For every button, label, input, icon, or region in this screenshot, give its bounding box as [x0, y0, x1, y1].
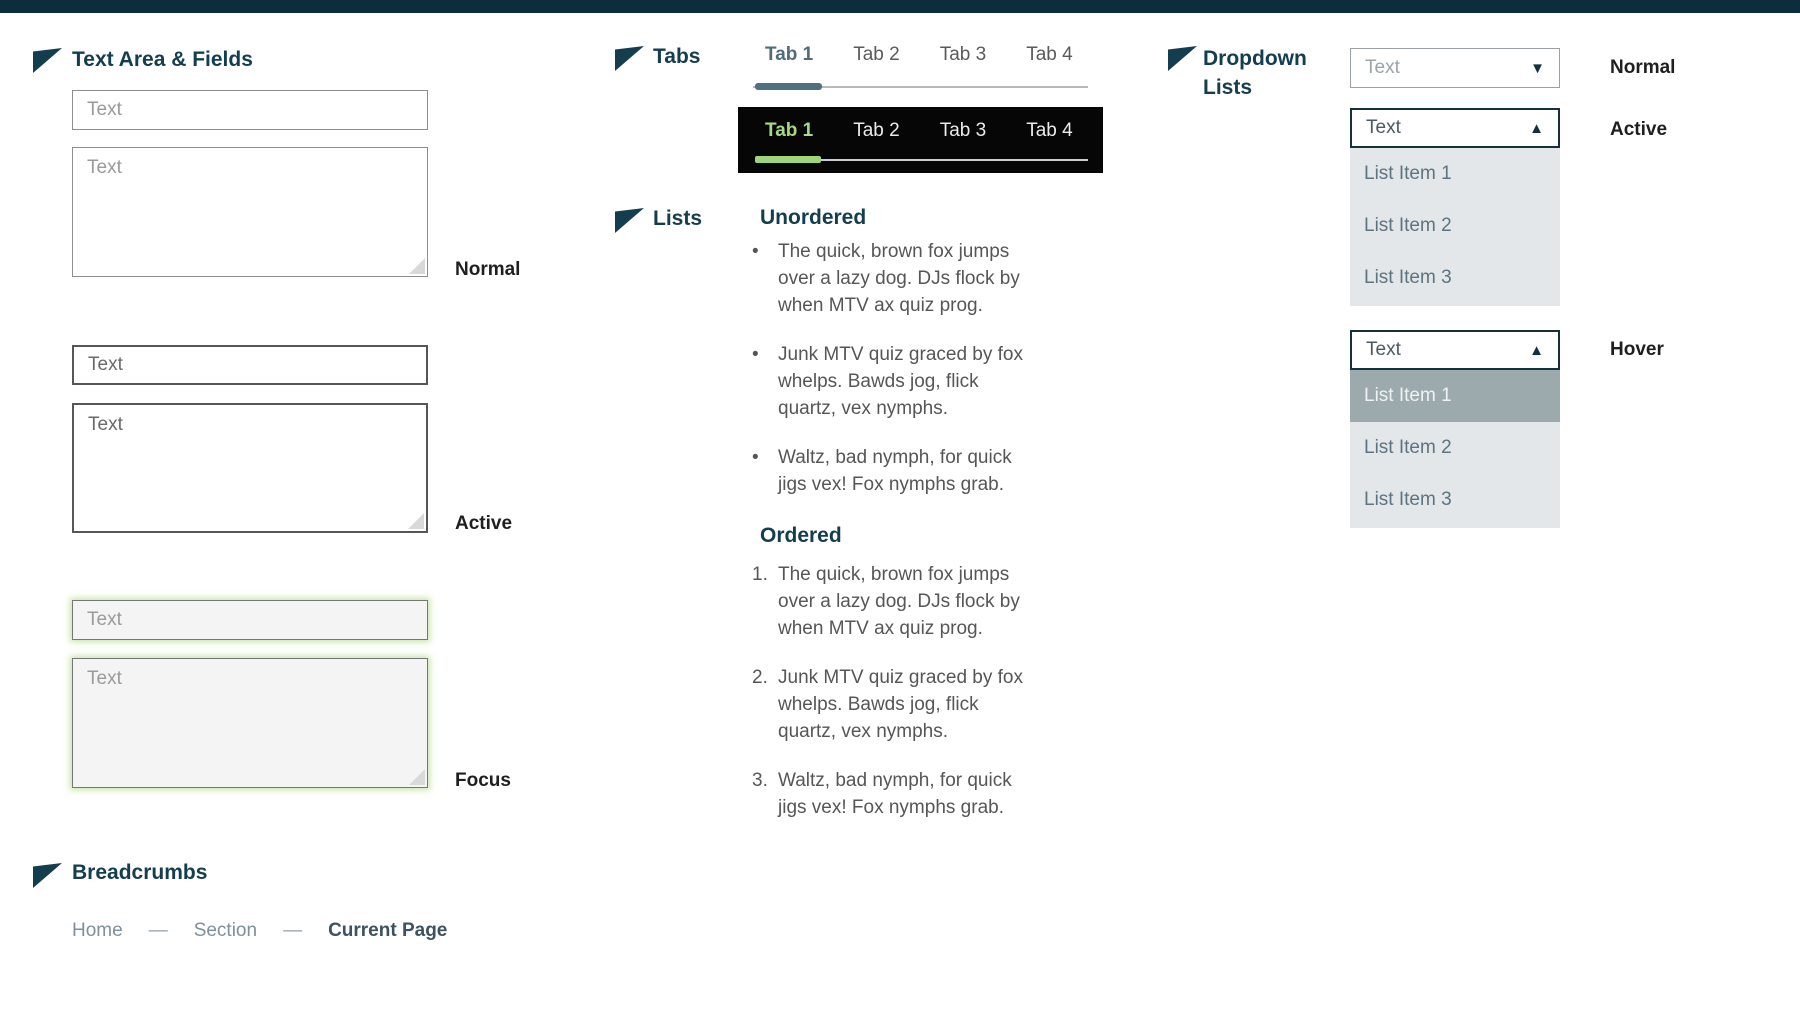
tab-2[interactable]: Tab 2 — [853, 44, 900, 65]
breadcrumb-separator: — — [148, 920, 168, 941]
textarea-focus[interactable] — [72, 658, 428, 788]
section-flag-icon — [615, 208, 644, 233]
bullet-marker: • — [752, 344, 759, 365]
text-input-focus[interactable] — [72, 600, 428, 640]
list-item: • Waltz, bad nymph, for quick jigs vex! Fox nymphs grab. — [752, 444, 1032, 498]
state-label-normal: Normal — [455, 259, 521, 280]
input-placeholder: Text — [87, 609, 122, 630]
number-marker: 1. — [752, 564, 768, 585]
textarea-placeholder: Text — [88, 414, 123, 435]
dropdown-menu-active — [1350, 148, 1560, 306]
dropdown-option-1-hovered[interactable]: List Item 1 — [1350, 370, 1560, 422]
dropdown-normal[interactable] — [1350, 48, 1560, 88]
state-label-active: Active — [455, 513, 513, 534]
breadcrumb-separator: — — [283, 920, 303, 941]
state-label-normal: Normal — [1610, 57, 1676, 78]
dropdown-value: Text — [1366, 117, 1401, 138]
tab-bar-light — [753, 44, 1088, 92]
chevron-up-icon: ▲ — [1529, 341, 1544, 359]
tab-2[interactable]: Tab 2 — [853, 120, 900, 141]
textarea-placeholder: Text — [87, 157, 122, 178]
dropdown-option-2[interactable]: List Item 2 — [1364, 437, 1452, 458]
breadcrumb — [72, 920, 447, 942]
textarea-active[interactable] — [72, 403, 428, 533]
active-tab-indicator — [755, 156, 821, 163]
tab-4[interactable]: Tab 4 — [1026, 44, 1073, 65]
tab-3[interactable]: Tab 3 — [939, 120, 987, 141]
section-title-breadcrumbs: Breadcrumbs — [72, 861, 208, 884]
list-item: 1. The quick, brown fox jumps over a lazy dog. DJs flock by when MTV ax quiz prog. — [752, 561, 1032, 642]
tab-3[interactable]: Tab 3 — [939, 44, 987, 65]
dropdown-value: Text — [1366, 339, 1401, 360]
tab-bar-dark — [738, 107, 1103, 173]
dropdown-option-3[interactable]: List Item 3 — [1364, 489, 1452, 510]
section-title-dropdowns: Dropdown Lists — [1203, 47, 1307, 99]
dropdown-active[interactable] — [1350, 108, 1560, 148]
bullet-marker: • — [752, 241, 759, 262]
text-input-normal[interactable] — [72, 90, 428, 130]
number-marker: 2. — [752, 667, 768, 688]
section-flag-icon — [1168, 46, 1197, 71]
chevron-up-icon: ▲ — [1529, 119, 1544, 137]
dropdown-value: Text — [1365, 57, 1400, 78]
resize-handle-icon[interactable] — [408, 513, 424, 529]
tab-1[interactable]: Tab 1 — [765, 44, 814, 65]
state-label-hover: Hover — [1610, 339, 1664, 360]
input-placeholder: Text — [88, 354, 123, 375]
section-flag-icon — [615, 46, 644, 71]
dropdown-option-1[interactable]: List Item 1 — [1364, 163, 1452, 184]
dropdown-menu-hover — [1350, 370, 1560, 528]
list-item: 3. Waltz, bad nymph, for quick jigs vex! Fox nymphs grab. — [752, 767, 1032, 821]
ordered-list-heading: Ordered — [760, 524, 842, 547]
bullet-marker: • — [752, 447, 759, 468]
section-title-fields: Text Area & Fields — [72, 48, 253, 71]
tab-4[interactable]: Tab 4 — [1026, 120, 1073, 141]
textarea-normal[interactable] — [72, 147, 428, 277]
unordered-list — [752, 238, 1032, 520]
section-title-tabs: Tabs — [653, 45, 701, 68]
text-input-active[interactable] — [72, 345, 428, 385]
input-placeholder: Text — [87, 99, 122, 120]
list-item: • Junk MTV quiz graced by fox whelps. Bawds jog, flick quartz, vex nymphs. — [752, 341, 1032, 422]
dropdown-hover[interactable] — [1350, 330, 1560, 370]
ordered-list — [752, 561, 1032, 843]
dropdown-option-2[interactable]: List Item 2 — [1364, 215, 1452, 236]
tab-1[interactable]: Tab 1 — [765, 120, 814, 141]
section-title-lists: Lists — [653, 207, 703, 230]
breadcrumb-link-section[interactable]: Section — [193, 920, 258, 941]
chevron-down-icon: ▼ — [1530, 59, 1545, 77]
top-bar — [0, 0, 1800, 13]
state-label-focus: Focus — [455, 770, 511, 791]
breadcrumb-current-page: Current Page — [328, 920, 448, 941]
list-item: 2. Junk MTV quiz graced by fox whelps. Bawds jog, flick quartz, vex nymphs. — [752, 664, 1032, 745]
state-label-active: Active — [1610, 119, 1668, 140]
section-flag-icon — [33, 863, 62, 888]
active-tab-indicator — [755, 83, 822, 90]
dropdown-option-3[interactable]: List Item 3 — [1364, 267, 1452, 288]
section-flag-icon — [33, 48, 62, 73]
list-item: • The quick, brown fox jumps over a lazy dog. DJs flock by when MTV ax quiz prog. — [752, 238, 1032, 319]
textarea-placeholder: Text — [87, 668, 122, 689]
number-marker: 3. — [752, 770, 768, 791]
resize-handle-icon[interactable] — [409, 769, 425, 785]
breadcrumb-link-home[interactable]: Home — [72, 920, 123, 941]
unordered-list-heading: Unordered — [760, 206, 867, 229]
resize-handle-icon[interactable] — [409, 258, 425, 274]
